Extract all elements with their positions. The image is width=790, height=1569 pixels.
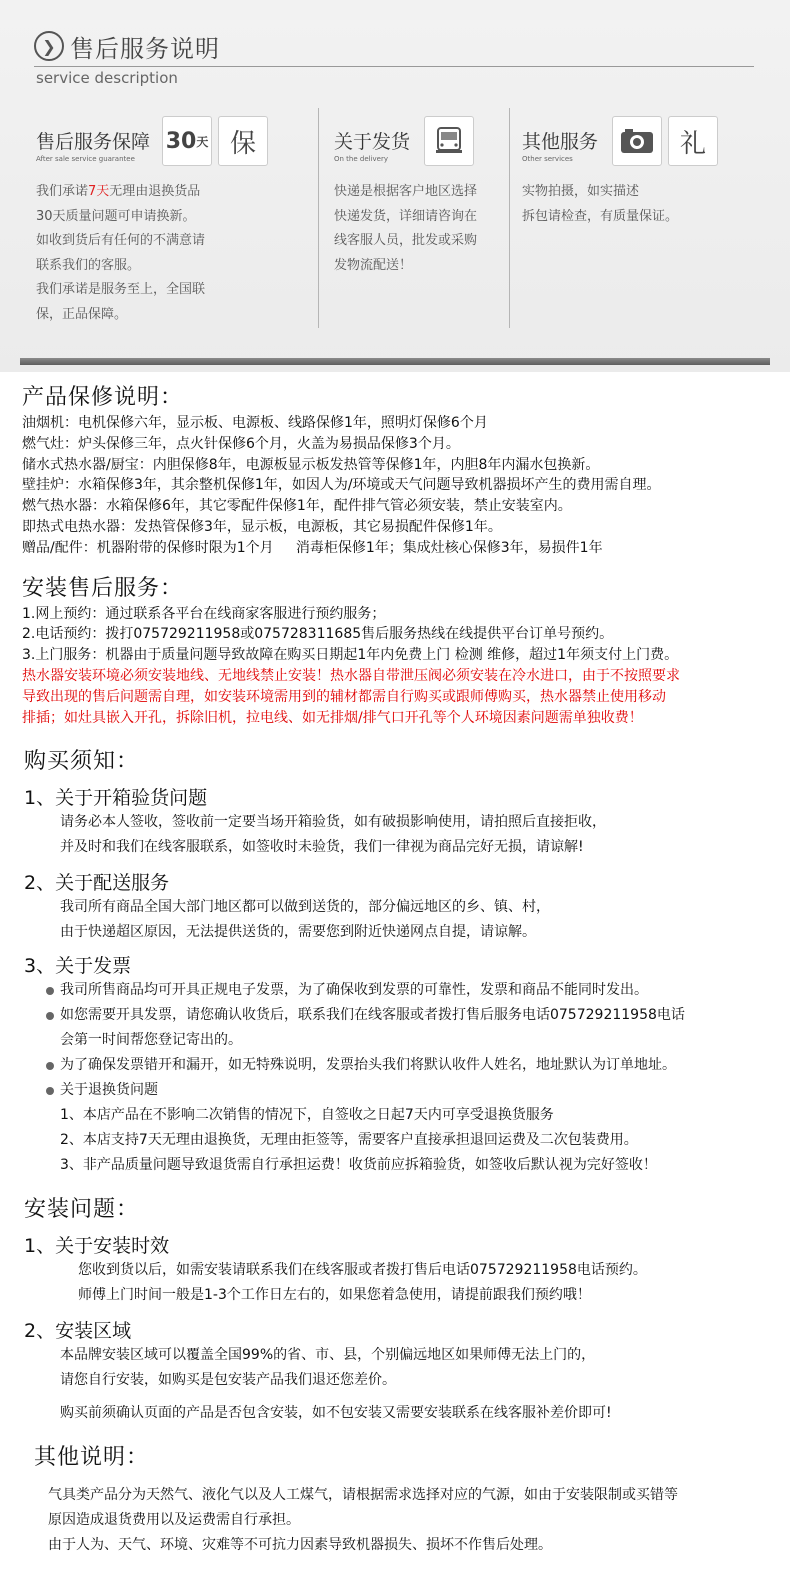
camera-icon — [612, 116, 662, 166]
list-item: 壁挂炉：水箱保修3年，其余整机保修1年，如因人为/环境或天气问题导致机器损坏产生的费用需自理。 — [22, 477, 661, 494]
list-item: 关于退换货问题 — [24, 1078, 782, 1103]
main-content — [22, 380, 782, 1558]
service-title — [34, 28, 220, 64]
list-item: 2.电话预约：拨打075729211958或075728311685售后服务热线在线提供平台订单号预约。 — [22, 626, 614, 643]
other-services-text: 实物拍摄，如实描述 拆包请检查，有质量保证。 — [522, 184, 679, 224]
list-item: 2、本店支持7天无理由退换货，无理由拒签等，需要客户直接承担退回运费及二次包装费用。 — [60, 1132, 638, 1149]
other-section — [22, 1440, 782, 1558]
purchase-heading: 购买须知： — [24, 749, 140, 775]
list-item: 油烟机：电机保修六年，显示板、电源板、线路保修1年，照明灯保修6个月 — [22, 415, 488, 431]
page-title: 售后服务说明 — [70, 34, 220, 63]
purchase-s3-title: 3、关于发票 — [24, 955, 132, 978]
invoice-list — [24, 978, 782, 1178]
other-text: 气具类产品分为天然气、液化气以及人工煤气，请根据需求选择对应的气源，如由于安装限制或买错等 原因造成退货费用以及运费需自行承担。 由于人为、天气、环境、灾难等不可抗力因素导致机器损失、损坏不作售后处理。 — [48, 1487, 678, 1554]
guarantee-title: 售后服务保障 — [36, 131, 151, 153]
list-item: 3、非产品质量问题导致退货需自行承担运费！收货前应拆箱验货，如签收后默认视为完好签收！ — [60, 1157, 657, 1174]
delivery-column — [334, 116, 477, 278]
list-item: 即热式电热水器：发热管保修3年，显示板，电源板，其它易损配件保修1年。 — [22, 518, 502, 535]
other-heading: 其他说明： — [34, 1445, 150, 1471]
guarantee-text: 我们承诺7天无理由退换货品 30天质量问题可申请换新。 如收到货后有任何的不满意请 联系我们的客服。 我们承诺是服务至上，全国联 保，正品保障。 — [36, 184, 206, 322]
list-item: 如您需要开具发票，请您确认收货后，联系我们在线客服或者拨打售后服务电话075729211958电话 会第一时间帮您登记寄出的。 — [24, 1003, 782, 1053]
service-panel — [0, 0, 790, 372]
list-item: 为了确保发票错开和漏开，如无特殊说明，发票抬头我们将默认收件人姓名，地址默认为订单地址。 — [24, 1053, 782, 1078]
list-item: 1.网上预约：通过联系各平台在线商家客服进行预约服务； — [22, 605, 386, 622]
column-divider — [509, 108, 510, 328]
install-service-section — [22, 571, 782, 729]
install-issue-s2-text: 本品牌安装区域可以覆盖全国99%的省、市、县，个别偏远地区如果师傅无法上门的， 请您自行安装，如购买是包安装产品我们退还您差价。 — [60, 1347, 596, 1389]
install-issue-s1-title: 1、关于安装时效 — [24, 1235, 170, 1258]
list-item: 赠品/配件：机器附带的保修时限为1个月 消毒柜保修1年；集成灶核心保修3年，易损件1年 — [22, 539, 603, 556]
delivery-title: 关于发货 — [334, 131, 411, 153]
install-warning: 热水器安装环境必须安装地线、无地线禁止安装！热水器自带泄压阀必须安装在冷水进口，由于不按照要求 导致出现的售后问题需自理，如安装环境需用到的辅材都需自行购买或跟师傅购买，热水器禁止使用移动 排插；如灶具嵌入开孔，拆除旧机，拉电线、如无排烟/排气口开孔等个人环境因素问题需单独收费！ — [22, 667, 680, 726]
install-service-list — [22, 604, 782, 666]
install-issue-s2-title: 2、安装区域 — [24, 1320, 132, 1343]
other-services-column — [522, 116, 718, 229]
return-list — [24, 1103, 782, 1178]
warranty-section — [22, 380, 782, 559]
purchase-section — [22, 744, 782, 1178]
warranty-list — [22, 413, 782, 559]
install-issue-section — [22, 1192, 782, 1426]
list-item: 储水式热水器/厨宝：内胆保修8年，电源板显示板发热管等保修1年，内胆8年内漏水包换新。 — [22, 456, 600, 473]
seven-days-highlight: 7天 — [88, 184, 110, 199]
truck-icon — [424, 116, 474, 166]
install-note: 购买前须确认页面的产品是否包含安装，如不包安装又需要安装联系在线客服补差价即可! — [60, 1405, 612, 1422]
chevron-right-icon: ❯ — [34, 31, 64, 61]
purchase-s2-title: 2、关于配送服务 — [24, 872, 170, 895]
install-issue-s1-text: 您收到货以后，如需安装请联系我们在线客服或者拨打售后电话075729211958电话预约。 师傅上门时间一般是1-3个工作日左右的，如果您着急使用，请提前跟我们预约哦！ — [78, 1262, 647, 1304]
list-item: 3.上门服务：机器由于质量问题导致故障在购买日期起1年内免费上门 检测 维修，超过1年须支付上门费。 — [22, 647, 679, 664]
guarantee-icon: 保 — [218, 116, 268, 166]
purchase-s2-text: 我司所有商品全国大部门地区都可以做到送货的，部分偏远地区的乡、镇、村， 由于快递超区原因，无法提供送货的，需要您到附近快递网点自提，请谅解。 — [60, 899, 550, 941]
delivery-text: 快递是根据客户地区选择 快递发货，详细请咨询在 线客服人员，批发或采购 发物流配送！ — [334, 184, 478, 273]
gift-icon: 礼 — [668, 116, 718, 166]
purchase-s1-title: 1、关于开箱验货问题 — [24, 787, 208, 810]
page-subtitle: service description — [36, 69, 178, 87]
divider — [34, 66, 754, 67]
other-services-subtitle: Other services — [522, 155, 573, 163]
purchase-s1-text: 请务必本人签收，签收前一定要当场开箱验货，如有破损影响使用，请拍照后直接拒收， 并及时和我们在线客服联系，如签收时未验货，我们一律视为商品完好无损，请谅解! — [60, 814, 606, 856]
list-item: 燃气热水器：水箱保修6年，其它零配件保修1年，配件排气管必须安装，禁止安装室内。 — [22, 498, 572, 515]
column-divider — [318, 108, 319, 328]
install-service-heading: 安装售后服务： — [22, 575, 184, 601]
list-item: 我司所售商品均可开具正规电子发票，为了确保收到发票的可靠性，发票和商品不能同时发出。 — [24, 978, 782, 1003]
guarantee-subtitle: After sale service guarantee — [36, 155, 135, 163]
thirty-days-icon: 30 天 — [162, 116, 212, 166]
other-services-title: 其他服务 — [522, 131, 599, 153]
install-issue-heading: 安装问题： — [24, 1197, 140, 1223]
delivery-subtitle: On the delivery — [334, 155, 388, 163]
list-item: 1、本店产品在不影响二次销售的情况下，自签收之日起7天内可享受退换货服务 — [60, 1107, 554, 1124]
guarantee-column — [36, 116, 268, 327]
section-bar — [20, 358, 770, 365]
warranty-heading: 产品保修说明： — [22, 385, 184, 410]
list-item: 燃气灶：炉头保修三年，点火针保修6个月，火盖为易损品保修3个月。 — [22, 435, 460, 452]
